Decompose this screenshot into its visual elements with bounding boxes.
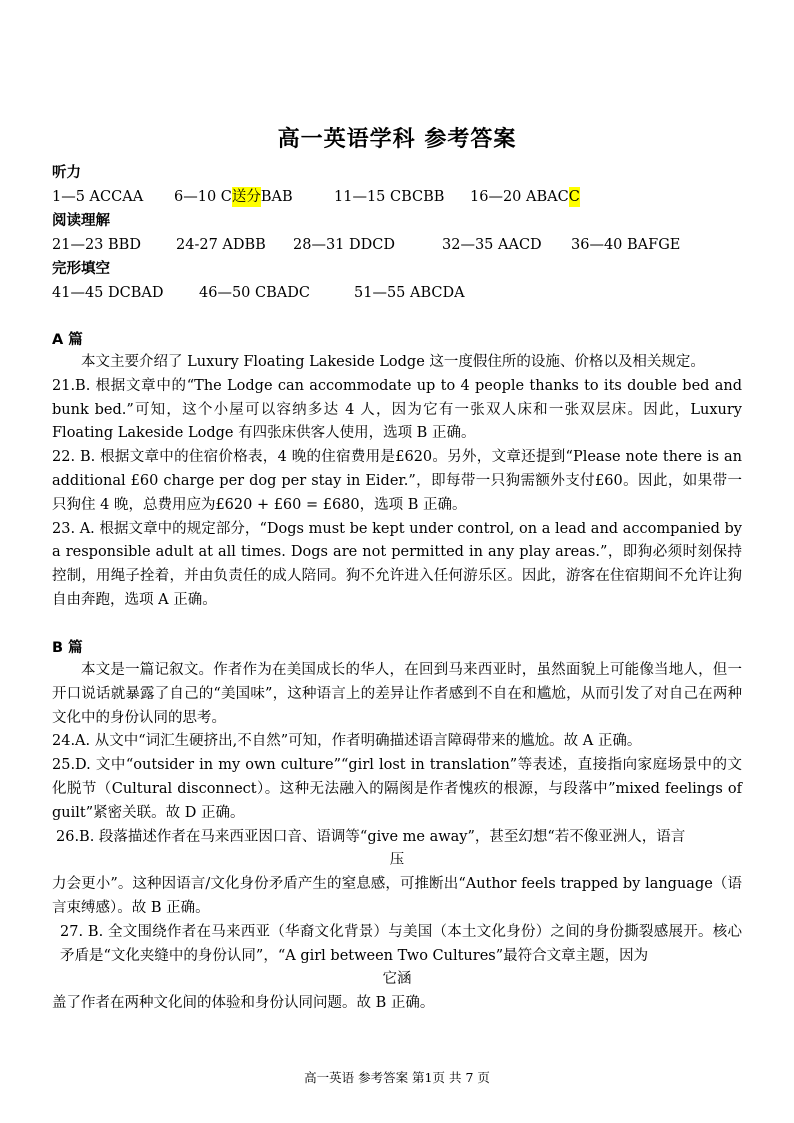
answer-23: 23. A. 根据文章中的规定部分，“Dogs must be kept under control, on a lead and accompanied by a responsible adult at all times. Dogs are not permitted in any play areas.”，即狗必须时刻保持控制，用绳子拴着，并由负责任的成人陪同。狗不允许进入任何游乐区。因此，游客在住宿期间不允许让狗自由奔跑，选项 A 正确。 [52, 520, 742, 608]
section-b-heading: B 篇 [52, 640, 83, 656]
section-a-body [52, 351, 742, 613]
reading-group-1: 21—23 BBD [52, 237, 141, 253]
listening-group-4-hl: C [568, 189, 580, 205]
listening-heading: 听力 [52, 165, 81, 181]
cloze-group-2: 46—50 CBADC [199, 285, 310, 301]
answer-22: 22. B. 根据文章中的住宿价格表，4 晚的住宿费用是£620。另外，文章还提到“Please note there is an additional £60 charge per dog per stay in Eider.”，即每带一只狗需额外支付£60。因此，如果带一只狗住 4 晚，总费用应为£620 + £60 = £680，选项 B 正确。 [52, 449, 742, 513]
answer-26-line2: 力会更小”。这种因语言/文化身份矛盾产生的窒息感，可推断出“Author feels trapped by language（语言束缚感）。故 B 正确。 [52, 876, 742, 916]
section-a-intro: 本文主要介绍了 Luxury Floating Lakeside Lodge 这一度假住所的设施、价格以及相关规定。 [81, 354, 705, 370]
listening-group-2 [174, 187, 334, 207]
page-footer: 高一英语 参考答案 第1页 共 7 页 [304, 1070, 490, 1085]
answer-25: 25.D. 文中“outsider in my own culture”“girl lost in translation”等表述，直接指向家庭场景中的文化脱节（Cultural disconnect）。这种无法融入的隔阂是作者愧疚的根源，与段落中”mixed feelings of guilt”紧密关联。故 D 正确。 [52, 757, 742, 821]
page-title: 高一英语学科 参考答案 [277, 127, 517, 152]
listening-group-2-post: BAB [260, 189, 293, 205]
section-b-intro: 本文是一篇记叙文。作者作为在美国成长的华人，在回到马来西亚时，虽然面貌上可能像当地人，但一开口说话就暴露了自己的“美国味”，这种语言上的差异让作者感到不自在和尴尬，从而引发了对自己在两种文化中的身份认同的思考。 [52, 662, 742, 726]
listening-group-4-pre: 16—20 ABAC [470, 189, 569, 205]
section-b-body [52, 659, 742, 1016]
listening-group-1: 1—5 ACCAA [52, 189, 144, 205]
cloze-group-3: 51—55 ABCDA [354, 285, 465, 301]
section-a-heading: A 篇 [52, 332, 83, 348]
reading-group-2: 24-27 ADBB [176, 237, 266, 253]
cloze-group-1: 41—45 DCBAD [52, 285, 164, 301]
cloze-heading: 完形填空 [52, 261, 110, 277]
answer-27-line1: 27. B. 全文围绕作者在马来西亚（华裔文化背景）与美国（本土文化身份）之间的身份撕裂感展开。核心矛盾是“文化夹缝中的身份认同”，“A girl between Two Cultures”最符合文章主题，因为 [60, 923, 742, 964]
listening-group-2-pre: 6—10 C [174, 189, 232, 205]
reading-group-3: 28—31 DDCD [293, 237, 395, 253]
answer-21: 21.B. 根据文章中的“The Lodge can accommodate up to 4 people thanks to its double bed and bunk bed.”可知，这个小屋可以容纳多达 4 人，因为它有一张双人床和一张双层床。因此，Luxury Floating Lakeside Lodge 有四张床供客人使用，选项 B 正确。 [52, 377, 742, 442]
listening-answers [52, 187, 580, 207]
answer-26-wrap: 压 [389, 852, 405, 869]
reading-group-4: 32—35 AACD [442, 237, 542, 253]
answer-26-line1: 26.B. 段落描述作者在马来西亚因口音、语调等“give me away”，甚至幻想“若不像亚洲人，语言 [56, 828, 686, 845]
answer-24: 24.A. 从文中“词汇生硬挤出,不自然”可知，作者明确描述语言障碍带来的尴尬。故 A 正确。 [52, 733, 642, 750]
reading-heading: 阅读理解 [52, 213, 110, 229]
listening-group-3: 11—15 CBCBB [334, 189, 445, 205]
answer-27-line2: 盖了作者在两种文化间的体验和身份认同问题。故 B 正确。 [52, 995, 435, 1012]
listening-gift-mark: 送分 [231, 189, 261, 205]
cloze-answers [52, 283, 465, 303]
answer-27-wrap: 它涵 [382, 971, 412, 988]
reading-answers [52, 235, 680, 255]
listening-group-4 [470, 187, 580, 207]
reading-group-5: 36—40 BAFGE [571, 237, 681, 253]
